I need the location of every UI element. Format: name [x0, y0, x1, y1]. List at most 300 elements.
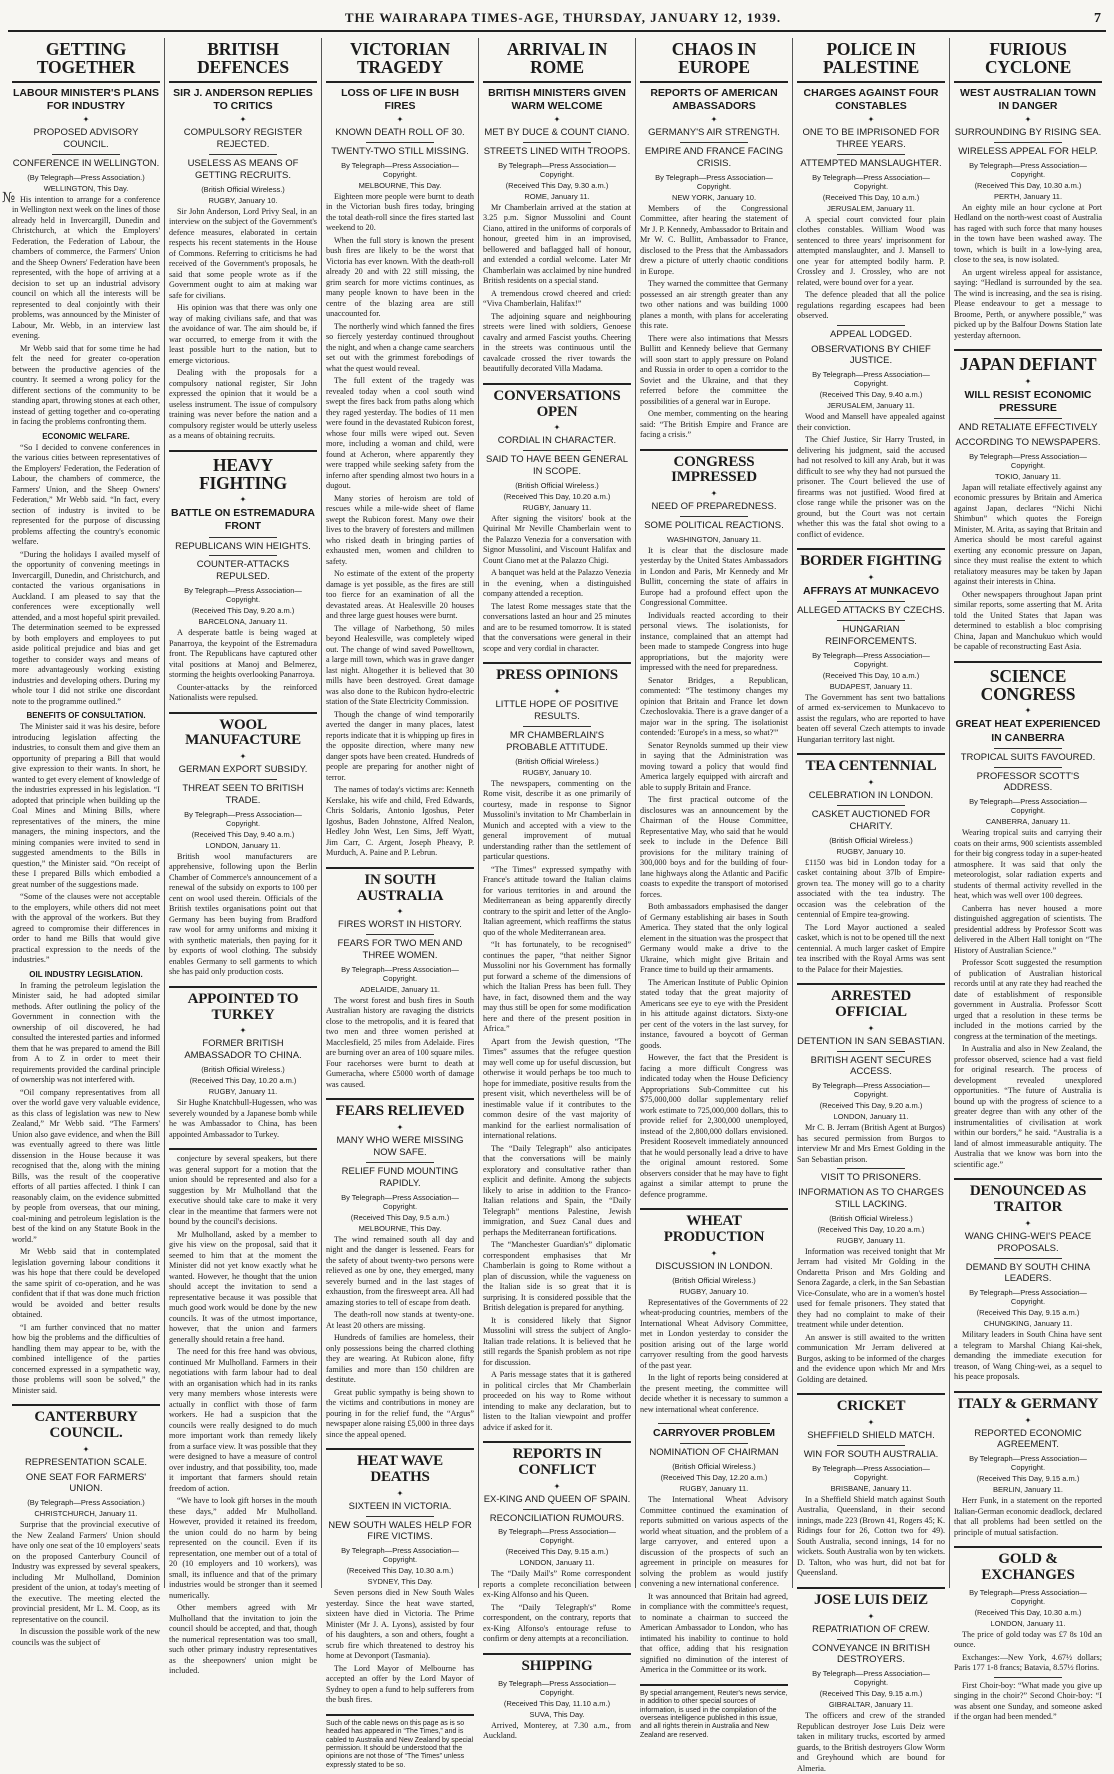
dagger-ornament: ✦	[82, 1444, 90, 1454]
divider	[994, 1258, 1062, 1259]
paragraph: After signing the visitors' book at the Quirinal Mr Neville Chamberlain went to the Palazzo Venezia for a conversation with Signor Mussolini, and Viscount Halifax and Count Ciano met at the Palazzo Chigi.	[483, 513, 631, 565]
credit-line: By Telegraph—Press Association—Copyright.	[341, 160, 459, 179]
paragraph: Arrived, Monterey, at 7.30 a.m., from Auckland.	[483, 1720, 631, 1741]
paragraph: Other members agreed with Mr Mulholland that the invitation to join the council should be accepted, and that, though the numerical representation was too small, such other primary industry representatives as the sheepowners' union might be included.	[169, 1603, 317, 1675]
story-conversations-open	[483, 389, 631, 655]
deck: GREAT HEAT EXPERIENCED IN CANBERRA	[955, 718, 1101, 744]
paragraph: The “Daily Telegraph's” Rome correspondent, on the contrary, reports that ex-King Alfonso's entourage refuse to confirm or deny attempts at a reconciliation.	[483, 1602, 631, 1644]
dateline: CANBERRA, January 11.	[985, 817, 1071, 827]
received-line: (Received This Day, 9.5 a.m.)	[350, 1212, 450, 1222]
deck: CARRYOVER PROBLEM	[652, 1427, 776, 1440]
deck: WILL RESIST ECONOMIC PRESSURE	[964, 388, 1092, 414]
dagger-ornament: ✦	[867, 1023, 875, 1033]
deck: APPEAL LODGED.	[829, 328, 912, 340]
headline: SHIPPING	[521, 1657, 593, 1674]
deck: NOMINATION OF CHAIRMAN	[649, 1447, 779, 1459]
deck: WIN FOR SOUTH AUSTRALIA.	[803, 1449, 939, 1460]
paragraph: His opinion was that there was only one way of making civilians safe, and that was the avoidance of war. The aim should be, if war occurred, to emerge from it with the least possible hurt to the nation, but to emerge victorious.	[169, 303, 317, 365]
paragraph: There were also intimations that Messrs Bullitt and Kennedy believe that Germany will soon start to apply pressure on Poland and Russia in order to open a corridor to the Soviet and the Ukraine, and that they referred before the committee the possibilities of a general war in Europe.	[640, 333, 788, 406]
credit-line: By Telegraph—Press Association—Copyright.	[969, 797, 1087, 816]
deck: EMPIRE AND FRANCE FACING CRISIS.	[644, 145, 784, 169]
paragraph: Senator Reynolds summed up their view in saying that the Administration was moving toward a policy that would find America largely equipped with aircraft and able to supply Britain and France.	[640, 740, 788, 792]
dateline: LONDON, January 11.	[990, 1618, 1066, 1628]
divider	[640, 449, 788, 451]
deck: CONVEYANCE IN BRITISH DESTROYERS.	[811, 1642, 931, 1666]
dateline: WASHINGTON, January 11.	[666, 534, 762, 544]
dagger-ornament: ✦	[239, 752, 247, 762]
dagger-ornament: ✦	[396, 907, 404, 917]
credit-line: (British Official Wireless.)	[515, 480, 599, 490]
paragraph: Military leaders in South China have sent a telegram to Marshal Chiang Kai-shek, demanding the immediate execution for treason, of Wang Ching-wei, as a sequel to his peace proposals.	[954, 1330, 1102, 1382]
credit-line: By Telegraph—Press Association—Copyright.	[969, 1587, 1087, 1606]
masthead	[8, 6, 1106, 32]
deck: HUNGARIAN REINFORCEMENTS.	[825, 624, 917, 647]
dateline: LONDON, January 11.	[833, 1112, 909, 1122]
paragraph: His intention to arrange for a conference in Wellington next week on the lines of those already held in Invercargill, Dunedin and Christchurch, at which the Employers' Federation, the Federation of Labour, the chambers of commerce, the Farmers' Union and the Sheep Owners' Federation have been represented, with the hope of arriving at a decision to set up an industrial advisory council on which all the interests will be represented to deal conjointly with their problems, was announced by the Minister of Labour, Mr. Webb, in an interview last evening.	[12, 194, 160, 341]
paragraph: The American Institute of Public Opinion stated today that the great majority of Americans see eye to eye with the President in his attitude against dictators. Sixty-one per cent of the voters in the last survey, for instance, favoured a boycott of German goods.	[640, 977, 788, 1050]
columns	[8, 38, 1106, 1773]
divider	[52, 154, 120, 155]
story-victorian-tragedy	[326, 40, 474, 859]
received-line: (Received This Day, 11.10 a.m.)	[503, 1698, 611, 1708]
dateline: BERLIN, January 11.	[993, 1485, 1063, 1495]
paragraph: An urgent wireless appeal for assistance, saying: “Hedland is surrounded by the sea. The wind is increasing, and the sea is rising. Please endeavour to get a message to Broome, Perth, or anywhere possible,” was picked up by the Balfour Downs Station late yesterday afternoon.	[954, 267, 1102, 340]
story-heavy-fighting	[169, 456, 317, 704]
divider	[483, 1441, 631, 1443]
dateline: LONDON, January 11.	[205, 840, 281, 850]
paragraph: In discussion the possible work of the new councils was the subject of	[12, 1627, 160, 1647]
divider	[523, 142, 591, 143]
paragraph: Sir John Anderson, Lord Privy Seal, in an interview on the subject of the Government's defence measures, elaborated in certain respects his recent statements in the House of Commons. Referring to criticisms he had received of the Government's proposals, he said that some people wrote as if the Government ought to aim at making war safe for civilians.	[169, 206, 317, 300]
divider	[954, 1391, 1102, 1393]
divider	[954, 1178, 1102, 1180]
paragraph: No estimate of the extent of the property damage is yet possible, as the fires are still too fierce for an examination of all the devastated areas. At Healesville 20 houses and three large guest houses were burnt.	[326, 569, 474, 621]
divider	[954, 81, 1102, 83]
headline: HEAT WAVE DEATHS	[357, 1453, 443, 1485]
divider	[326, 1098, 474, 1100]
divider	[523, 1509, 591, 1510]
paragraph: The latest Rome messages state that the conversations lasted an hour and 25 minutes and are to be resumed tomorrow. It is stated that the conversations were general in their scope and very cordial in character.	[483, 601, 631, 653]
received-line: (Received This Day, 10.30 a.m.)	[974, 1607, 1082, 1617]
headline: WHEAT PRODUCTION	[663, 1213, 765, 1246]
deck: BATTLE ON ESTREMADURA FRONT	[171, 507, 315, 533]
divider	[483, 81, 631, 83]
column-7	[950, 38, 1106, 1722]
paragraph: The “Manchester Guardian's” diplomatic correspondent emphasises that Mr Chamberlain is going to Rome without a plan of discussion, while the vagueness on the Italian side is so great that it is surprising. It is considered possible that the British delegation is prepared for anything.	[483, 1240, 631, 1313]
paragraph: The worst forest and bush fires in South Australian history are ravaging the districts close to the metropolis, and it is feared that two men and three women perished at Macclesfield, 25 miles from Adelaide. Fires are burning over an area of 100 square miles. Four racehorses were burnt to death at Gumeracha, where £5000 worth of damage was caused.	[326, 995, 474, 1089]
deck: ATTEMPTED MANSLAUGHTER.	[800, 157, 942, 169]
paragraph: The village of Narbethong, 50 miles beyond Healesville, was completely wiped out. The change of wind saved Powelltown, a large mill town, which was in grave danger last night. Altogether it is believed that 30 mills have been destroyed. Great damage was also done to the Rubicon hydro-electric station of the State Electricity Commission.	[326, 623, 474, 707]
divider	[366, 142, 434, 143]
deck: ACCORDING TO NEWSPAPERS.	[955, 436, 1101, 448]
dateline: RUGBY, January 11.	[522, 502, 592, 512]
reuters-note: By special arrangement, Reuter's news service, in addition to other special sources of information, is used in the compilation of the overseas intelligence published in this issue, and all rights therein in Australia and New Zealand are reserved.	[640, 1689, 788, 1739]
deck: BRITISH AGENT SECURES ACCESS.	[810, 1054, 932, 1078]
dateline: JERUSALEM, January 11.	[827, 203, 915, 213]
column-2	[165, 38, 322, 1675]
received-line: (Received This Day, 10.20 a.m.)	[817, 1224, 925, 1234]
divider	[658, 1423, 770, 1424]
dagger-ornament: ✦	[710, 489, 718, 499]
paragraph: Eighteen more people were burnt to death in the Victorian bush fires today, bringing the total death-roll since the fires started last weekend to 20.	[326, 191, 474, 233]
dagger-ornament: ✦	[867, 778, 875, 787]
headline: ARRIVAL IN ROME	[506, 39, 608, 78]
received-line: (Received This Day, 10.20 a.m.)	[189, 1076, 297, 1085]
story-congress-impressed	[640, 455, 788, 1201]
received-line: (Received This Day, 9.20 a.m.)	[819, 1101, 923, 1111]
credit-line: (By Telegraph—Press Association.)	[27, 172, 145, 182]
credit-line: (British Official Wireless.)	[829, 1213, 913, 1223]
paragraph: An eighty mile an hour cyclone at Port Hedland on the north-west coast of Australia has raged with such force that many houses in the town have been washed away. The town, which is built in a low-lying area, close to the sea, is now isolated.	[954, 202, 1102, 265]
dagger-ornament: ✦	[239, 495, 247, 505]
headline: PRESS OPINIONS	[496, 667, 618, 684]
paragraph: The officers and crew of the stranded Republican destroyer Jose Luis Deiz were taken in military trucks, escorted by armed guards, to the British destroyers Glow Worm and Greyhound which are bound for Almeria.	[797, 1711, 945, 1773]
dateline: NEW YORK, January 10.	[671, 192, 757, 202]
credit-line: By Telegraph—Press Association—Copyright.	[184, 586, 302, 605]
headline: HEAVY FIGHTING	[199, 454, 287, 493]
paragraph: “During the holidays I availed myself of the opportunity of convening meetings in Invercargill, Dunedin, and Christchurch, and contacted the various organisations in Auckland. I am pleased to say that the conferences were exceptionally well attended, and a most hopeful spirit prevailed. The determination seemed to be expressed by both employers and employees to put aside political prejudice and bias and get together to consider ways and means of more advantageously working existing industries and developing others. During my whole tour I did not strike one discordant note to the programme outlined.”	[12, 549, 160, 706]
received-line: (Received This Day, 9.20 a.m.)	[191, 606, 295, 616]
headline: GETTING TOGETHER	[36, 39, 136, 78]
deck: FIRES WORST IN HISTORY.	[338, 919, 462, 931]
credit-line: By Telegraph—Press Association—Copyright.	[341, 1546, 459, 1565]
story-wheat-production	[640, 1214, 788, 1415]
divider	[680, 1443, 748, 1444]
deck: RECONCILIATION RUMOURS.	[489, 1512, 625, 1524]
received-line: (Received This Day, 9.15 a.m.)	[976, 1308, 1080, 1318]
paragraph: Mr C. B. Jerram (British Agent at Burgos) has secured permission from Burgos to interview Mr and Mrs Ernest Golding in the San Sebastian prison.	[797, 1123, 945, 1164]
story-canterbury-continued	[169, 1154, 317, 1677]
credit-line: (British Official Wireless.)	[829, 835, 913, 845]
divider	[837, 1051, 905, 1052]
paragraph: Counter-attacks by the reinforced Nationalists were repulsed.	[169, 682, 317, 703]
divider	[523, 726, 591, 727]
divider	[209, 537, 277, 538]
dagger-ornament: ✦	[867, 1611, 875, 1621]
divider	[837, 154, 905, 155]
paragraph: Herr Funk, in a statement on the reported Italian-German economic deadlock, declared that all problems had been settled on the principle of mutual satisfaction.	[954, 1496, 1102, 1537]
story-in-south-australia	[326, 873, 474, 1091]
deck: BRITISH MINISTERS GIVEN WARM WELCOME	[488, 86, 626, 112]
divider	[169, 712, 317, 714]
headline: JAPAN DEFIANT	[959, 354, 1097, 375]
divider	[797, 81, 945, 83]
dateline: GIBRALTAR, January 11.	[828, 1700, 914, 1710]
paragraph: A desperate battle is being waged at Panarroya, the keypoint of the Estremadura front. The Republicans have captured other vital positions at Manoj and Belmerez, storming the heights overlooking Panarroya.	[169, 628, 317, 680]
deck: REPORTS OF AMERICAN AMBASSADORS	[650, 86, 778, 112]
story-denounced-as-traitor	[954, 1184, 1102, 1383]
headline: CRICKET	[836, 1398, 906, 1415]
received-line: (Received This Day, 10.30 a.m.)	[346, 1566, 454, 1576]
story-wool-manufacture	[169, 718, 317, 978]
story-reports-in-conflict	[483, 1447, 631, 1645]
deck: COUNTER-ATTACKS REPULSED.	[196, 559, 290, 583]
divider	[837, 805, 905, 806]
deck: ONE TO BE IMPRISONED FOR THREE YEARS.	[802, 127, 940, 150]
divider	[954, 661, 1102, 663]
received-line: (Received This Day, 10.30 a.m.)	[974, 180, 1082, 190]
story-jose-luis-deiz	[797, 1593, 945, 1774]
headline: JOSE LUIS DEIZ	[814, 1591, 928, 1608]
dateline: RUGBY, January 11.	[208, 1087, 278, 1096]
deck: SIR J. ANDERSON REPLIES TO CRITICS	[173, 86, 313, 112]
paragraph: The “Daily Telegraph” also anticipates that the conversations will be mainly exploratory and consultative rather than explicit and definite. Among the subjects likely to arise in addition to the Franco-Italian relations and Spain, the “Daily Telegraph” mentions Palestine, Jewish immigration, and Suez Canal dues and perhaps the Mediterranean fortifications.	[483, 1143, 631, 1237]
paragraph: Apart from the Jewish question, “The Times” assumes that the refugee question may well come up for useful discussion, but otherwise it would perhaps be too much to hope for immediate, positive results from the present visit, which nevertheless will be of inestimable value if it contributes to the common desire of the vast majority of mankind for the earliest normalisation of international relations.	[483, 1036, 631, 1141]
deck: CASKET AUCTIONED FOR CHARITY.	[811, 808, 931, 832]
paragraph: “Some of the clauses were not acceptable to the employers, while others did not meet with the approval of the workers. But they agreed to compromise their differences in order to hand me Bills that would give practical expression to the needs of the industries.”	[12, 892, 160, 965]
deck: WEST AUSTRALIAN TOWN IN DANGER	[960, 86, 1096, 112]
paragraph: In the light of reports being considered at the present meeting, the committee will decide whether it is necessary to summon a new international wheat conference.	[640, 1373, 788, 1414]
dateline: BUDAPEST, January 11.	[829, 681, 913, 691]
received-line: (Received This Day, 9.40 a.m.)	[819, 390, 923, 400]
dagger-ornament: ✦	[1024, 1415, 1032, 1425]
credit-line: By Telegraph—Press Association—Copyright.	[812, 1669, 930, 1688]
deck: CELEBRATION IN LONDON.	[808, 790, 934, 801]
paragraph: They warned the committee that Germany possessed an air strength greater than any two other nations and was building 1000 planes a month, with plans for accelerating this rate.	[640, 279, 788, 331]
credit-line: By Telegraph—Press Association—Copyright.	[969, 1454, 1087, 1473]
paragraph: One member, commenting on the hearing said: “The British Empire and France are facing a crisis.”	[640, 409, 788, 440]
dagger-ornament: ✦	[239, 1026, 247, 1036]
deck: KNOWN DEATH ROLL OF 30.	[335, 127, 465, 138]
paragraph: The death-roll now stands at twenty-one. At least 20 others are missing.	[326, 1310, 474, 1330]
column-3	[322, 38, 479, 1769]
dateline: RUGBY, January 10.	[679, 1286, 749, 1296]
headline: CONVERSATIONS OPEN	[493, 387, 621, 420]
divider	[994, 748, 1062, 749]
dateline: ADELAIDE, January 11.	[360, 984, 440, 994]
dateline: TOKIO, January 11.	[994, 471, 1061, 481]
headline: SCIENCE CONGRESS	[980, 665, 1076, 704]
divider	[837, 601, 905, 602]
dateline: RUGBY, January 10.	[836, 846, 906, 856]
divider	[640, 1208, 788, 1210]
paragraph: The “Daily Mail's” Rome correspondent reports a complete reconciliation between ex-King Alfonso and his Queen.	[483, 1569, 631, 1600]
dateline: SUVA, This Day.	[529, 1709, 585, 1719]
dateline: BRISBANE, January 11.	[830, 1483, 912, 1493]
divider	[483, 383, 631, 385]
divider	[837, 1168, 905, 1169]
divider	[797, 548, 945, 550]
deck: CHARGES AGAINST FOUR CONSTABLES	[803, 86, 939, 112]
dagger-ornament: ✦	[1024, 376, 1032, 386]
paragraph: Mr Mulholland, asked by a member to give his view on the proposal, said that it seemed to him that at the moment the Minister did not yet know exactly what he wanted. However, he thought that the union should accept the invitation to send a representative because it was possible that much good work would be done by the new councils. It was of the utmost importance, however, that the union and farmers generally should retain a free hand.	[169, 1229, 317, 1344]
paragraph: Exchanges:—New York, 4.67½ dollars; Paris 177 1-8 francs; Batavia, 8.57½ florins.	[954, 1652, 1102, 1673]
story-shipping	[483, 1659, 631, 1742]
dateline: LONDON, January 11.	[519, 1558, 595, 1568]
paragraph: The wind remained south all day and night and the danger is lessened. Fears for the safety of about twenty-two persons were relieved as one by one, they emerged, many severely burned and in the last stages of exhaustion, from the firesweept area. All had amazing stories to tell of escape from death.	[326, 1234, 474, 1307]
paragraph: Representatives of the Governments of 22 wheat-producing countries, members of the International Wheat Advisory Committee, met in London yesterday to consider the position arising out of the large world carryover resulting from the good harvests of the past year.	[640, 1297, 788, 1370]
times-copyright-note: Such of the cable news on this page as is so headed has appeared in “The Times,” and is cabled to Australia and New Zealand by special permission. It should be understood that the opinions are not those of “The Times” unless expressly stated to be so.	[326, 1719, 474, 1769]
divider	[366, 1516, 434, 1517]
divider	[209, 779, 277, 780]
deck: LOSS OF LIFE IN BUSH FIRES	[341, 86, 459, 112]
column-6	[793, 38, 950, 1773]
deck: DETENTION IN SAN SEBASTIAN.	[797, 1035, 945, 1047]
credit-line: (By Telegraph—Press Association.)	[27, 1498, 145, 1508]
dagger-ornament: ✦	[396, 1488, 404, 1498]
paragraph: Senator Bridges, a Republican, commented: “The testimony changes my opinion that Britain and France let down Czechoslovakia. There is a grave danger of a major war in the spring. The isolationist contended: 'Europe's in a mess, so what?'”	[640, 675, 788, 738]
divider	[837, 620, 905, 621]
story-tea-centennial	[797, 759, 945, 975]
paragraph: conjecture by several speakers, but there was general support for a motion that the union should be represented and also for a suggestion by Mr Mulholland that the executive should take care to make it very clear in the meantime that farmers were not bound by the council's decisions.	[169, 1154, 317, 1226]
divider	[12, 81, 160, 83]
credit-line: (British Official Wireless.)	[201, 1065, 285, 1074]
deck: ONE SEAT FOR FARMERS' UNION.	[25, 1471, 147, 1495]
paragraph: In Australia and also in New Zealand, the professor observed, science had a vast field for original research. The process of development revealed unexplored opportunities. “The future of Australia is bound up with the progress of science to a greater degree than with any other of the instrumentalities of civilisation at work within our borders,” he said. “Australia is a land of almost immeasurable antiquity. The Australia that we know was born into the scientific age.”	[954, 1044, 1102, 1169]
paragraph: Hundreds of families are homeless, their only possessions being the charred clothing they are wearing. At Rubicon alone, fifty families and more than 150 children are destitute.	[326, 1333, 474, 1385]
deck: PROPOSED ADVISORY COUNCIL.	[33, 127, 139, 150]
dagger-ornament: ✦	[1024, 1218, 1032, 1228]
deck: DISCUSSION IN LONDON.	[655, 1260, 773, 1272]
story-italy-germany	[954, 1397, 1102, 1539]
deck: SURROUNDING BY RISING SEA.	[954, 127, 1102, 138]
divider	[837, 1639, 905, 1640]
dagger-ornament: ✦	[710, 1248, 718, 1258]
paragraph: The need for this free hand was obvious, continued Mr Mulholland. Farmers in their negotiations with farm labour had to deal with an organisation which had in its ranks very many members whose interests were actually in conflict with those of farm workers. He had a suspicion that the councils were really designed to do much more important work than remedy likely from a surface view. It was possible that they were designed to have a measure of control over industry, and that possibility, too, made it important that farmers should retain freedom of action.	[169, 1347, 317, 1493]
story-cricket	[797, 1399, 945, 1579]
credit-line: (British Official Wireless.)	[672, 1275, 756, 1285]
paragraph: It is clear that the disclosure made yesterday by the United States Ambassadors in London and Paris, Mr Kennedy and Mr Bullitt, concerning the state of affairs in Europe had a profound effect upon the Congressional Committee.	[640, 545, 788, 608]
paragraph: A Paris message states that it is gathered in political circles that Mr Chamberlain proceeded on his way to Rome without intending to make any declaration, but to listen to the Italian viewpoint and proffer advice if asked for it.	[483, 1370, 631, 1432]
deck: OBSERVATIONS BY CHIEF JUSTICE.	[811, 343, 931, 367]
story-chaos-in-europe	[640, 40, 788, 441]
paragraph: “Oil company representatives from all over the world gave very valuable evidence, as this class of legislation was new to New Zealand,” Mr Webb said. “The Farmers' Union also gave evidence, and when the Bill was eventually agreed to there was little dissension in the House because it was recognised that the, along with the mining Bills, was the result of the cooperative efforts of all parties affected. I think I can reasonably claim, on the evidence submitted by people from overseas, that our mining, coal-mining and petroleum legislation is the best of the kind on any Statute Book in the world.”	[12, 1087, 160, 1244]
paragraph: In a Sheffield Shield match against South Australia, Queensland, in their second innings, made 223 (Brown 41, Rogers 45; K. Ridings four for 26, Cotton two for 49). South Australia, second innings, 14 for no wickets. South Australia won by ten wickets. D. Talton, who was hurt, did not bat for Queensland.	[797, 1494, 945, 1578]
paragraph: “The Times” expressed sympathy with France's attitude toward the Italian claims for various territories in and around the Mediterranean as being apparently directly contrary to the spirit and letter of the Anglo-Italian agreement, which reaffirms the status quo of the whole Mediterranean area.	[483, 864, 631, 937]
column-5	[636, 38, 793, 1739]
headline: VICTORIAN TRAGEDY	[350, 39, 450, 78]
headline: APPOINTED TO TURKEY	[187, 990, 299, 1023]
headline: BORDER FIGHTING	[800, 553, 942, 570]
credit-line: By Telegraph—Press Association—Copyright.	[969, 451, 1087, 470]
deck: REPORTED ECONOMIC AGREEMENT.	[974, 1427, 1082, 1451]
credit-line: (British Official Wireless.)	[672, 1462, 756, 1472]
paragraph: The price of gold today was £7 8s 10d an ounce.	[954, 1629, 1102, 1650]
paragraph: It is considered likely that Signor Mussolini will stress the subject of Anglo-Italian trade relations. It is believed that he still regards the Spanish problem as not ripe for discussion.	[483, 1315, 631, 1367]
credit-line: By Telegraph—Press Association—Copyright.	[812, 370, 930, 389]
divider	[169, 81, 317, 83]
paragraph: Seven persons died in New South Wales yesterday. Since the heat wave started, sixteen have died in Victoria. The Prime Minister (Mr J. A. Lyons), assisted by four of his daughters, a son and others, fought a scrub fire which threatened to destroy his home at Devonport (Tasmania).	[326, 1588, 474, 1661]
paragraph: Surprise that the provincial executive of the New Zealand Farmers' Union should have only one seat of the 10 employers' seats on the proposed Canterbury Council of Industry was expressed by several speakers, including Mr Mulholland, Dominion president of the union, at today's meeting of the executive. The meeting elected the provincial president, Mr L. M. Coop, as its representative on the council.	[12, 1520, 160, 1624]
deck: REPATRIATION OF CREW.	[812, 1623, 930, 1635]
deck: WANG CHING-WEI'S PEACE PROPOSALS.	[964, 1230, 1092, 1254]
dateline: JERUSALEM, January 11.	[827, 401, 915, 411]
deck: CONFERENCE IN WELLINGTON.	[12, 157, 160, 169]
paragraph: In framing the petroleum legislation the Minister said, he had adopted similar methods. After outlining the policy of the Government in connection with the ownership of oil discovered, he had consulted the interested parties and informed them that he was prepared to amend the Bill from A to Z in order to meet their requirements provided the cardinal principle of ownership was not interfered with.	[12, 980, 160, 1085]
deck: SHEFFIELD SHIELD MATCH.	[807, 1430, 935, 1442]
received-line: (Received This Day, 10.20 a.m.)	[503, 491, 611, 501]
deck: NEED OF PREPAREDNESS.	[651, 501, 777, 513]
received-line: (Received This Day, 10 a.m.)	[822, 192, 920, 202]
deck: AFFRAYS AT MUNKACEVO	[802, 585, 940, 597]
paragraph: The Chief Justice, Sir Harry Trusted, in delivering his judgment, said the accused had not resolved to kill any Arab, but it was difficult to see why they had not pursued the prisoner. The Court believed the use of firearms was not justified. Wood fired at close range while the prisoner was on the ground, but the Court was not certain whether this was the fatal shot owing to a conflict of evidence.	[797, 435, 945, 539]
paragraph: “It has fortunately, to be recognised” continues the paper, “that neither Signor Mussolini nor his Government has formally put forward a scheme of the dimensions of which the Italian Press has been full. They have, in fact, disowned them and the way may thus still be open for some modification here and there of the present position in Africa.”	[483, 940, 631, 1034]
dagger-ornament: ✦	[396, 1123, 404, 1133]
dagger-ornament: ✦	[396, 115, 404, 124]
paragraph: The defence pleaded that all the police regulations regarding escapees had been observed.	[797, 290, 945, 321]
deck: TROPICAL SUITS FAVOURED.	[960, 751, 1096, 763]
story-getting-together	[12, 40, 160, 1396]
margin-pencil-mark: №	[2, 190, 16, 206]
paragraph: The names of today's victims are: Kenneth Kerslake, his wife and child, Fred Edwards, Chris Soldaris, Antonio Igoshus, Peter Igoshus, Baden Johnstone, Alfred Nealon, Hedley John West, Len Sims, Jeff Wyatt, Jim Carr, C. Argent, Joseph Pheavy, P. Murduch, A. Paine and P. Lebrun.	[326, 785, 474, 858]
paragraph: The northerly wind which fanned the fires so fiercely yesterday continued throughout the night, and when a change came searchers set out with the grimmest forebodings of what the quest would reveal.	[326, 321, 474, 373]
paragraph: Wearing tropical suits and carrying their coats on their arms, 900 scientists assembled for their big congress today in a super-heated atmosphere. It was said that only the meteorologist, solar radiation experts and students of thermal activity revelled in the heat, which was well over 100 degrees.	[954, 828, 1102, 901]
paragraph: It was announced that Britain had agreed, in compliance with the committee's request, to nominate a chairman to succeed the American Ambassador to London, who has intimated his inability to continue to hold that office, adding that his resignation signified no diminution of the interest of America in the Committee or its work.	[640, 1591, 788, 1675]
story-police-in-palestine	[797, 40, 945, 540]
headline: FURIOUS CYCLONE	[984, 39, 1072, 78]
deck: PROFESSOR SCOTT'S ADDRESS.	[976, 770, 1080, 794]
credit-line: By Telegraph—Press Association—Copyright.	[812, 172, 930, 191]
subheading: BENEFITS OF CONSULTATION.	[26, 711, 146, 721]
dagger-ornament: ✦	[553, 115, 561, 124]
paragraph: The adjoining square and neighbouring streets were lined with soldiers, Genoese cavalry and armed Fascist youths. Cheering in the streets was continuous until the cavalcade crossed the river towards the beautifully decorated Villa Madama.	[483, 311, 631, 374]
subheading: ECONOMIC WELFARE.	[42, 431, 130, 441]
credit-line: By Telegraph—Press Association—Copyright.	[498, 1678, 616, 1697]
dateline: MELBOURNE, This Day.	[358, 180, 442, 190]
story-appointed-to-turkey	[169, 992, 317, 1140]
divider	[797, 753, 945, 755]
paragraph: Both ambassadors emphasised the danger of Germany establishing air bases in South America. They stated that the only logical element in the situation was the prospect that Germany would make a drive to the Ukraine, which might give Britain and France time to build up their armaments.	[640, 902, 788, 975]
received-line: (Received This Day, 9.15 a.m.)	[505, 1547, 609, 1557]
deck: MR CHAMBERLAIN'S PROBABLE ATTITUDE.	[506, 729, 608, 753]
deck: TWENTY-TWO STILL MISSING.	[331, 145, 469, 157]
credit-line: By Telegraph—Press Association—Copyright.	[341, 964, 459, 983]
divider	[523, 450, 591, 451]
paragraph: A banquet was held at the Palazzo Venezia in the evening, when a distinguished company attended a reception.	[483, 568, 631, 599]
deck: LABOUR MINISTER'S PLANS FOR INDUSTRY	[12, 86, 159, 112]
dateline: RUGBY, January 10.	[208, 195, 278, 205]
deck: INFORMATION AS TO CHARGES STILL LACKING.	[798, 1187, 944, 1210]
divider	[366, 934, 434, 935]
story-gold-exchanges	[954, 1552, 1102, 1723]
divider	[326, 81, 474, 83]
divider	[483, 662, 631, 664]
deck: COMPULSORY REGISTER REJECTED.	[183, 127, 303, 150]
dagger-ornament: ✦	[553, 1481, 561, 1491]
divider	[326, 867, 474, 869]
deck: CORDIAL IN CHARACTER.	[497, 435, 617, 447]
headline: CONGRESS IMPRESSED	[671, 453, 757, 486]
story-fears-relieved	[326, 1104, 474, 1440]
deck: EX-KING AND QUEEN OF SPAIN.	[483, 1493, 631, 1505]
deck: STREETS LINED WITH TROOPS.	[483, 145, 631, 157]
credit-line: By Telegraph—Press Association—Copyright.	[969, 160, 1087, 179]
divider	[209, 555, 277, 556]
paragraph: Mr Webb said that for some time he had felt the need for greater co-operation between the productive agencies of the country. It seemed a wrong policy for the different sections of the community to be standing apart, throwing stones at each other, instead of getting together and co-operating in facing the problems confronting them.	[12, 343, 160, 427]
paragraph: £1150 was bid in London today for a casket containing about 37lb of Empire-grown tea. The money will go to a charity associated with the tea industry. The occasion was the celebration of the centennial of Empire tea-growing.	[797, 857, 945, 920]
headline: CHAOS IN EUROPE	[671, 39, 757, 78]
headline: TEA CENTENNIAL	[805, 758, 937, 775]
divider	[797, 983, 945, 985]
credit-line: By Telegraph—Press Association—Copyright.	[812, 650, 930, 669]
dateline: RUGBY, January 11.	[836, 1235, 906, 1245]
credit-line: By Telegraph—Press Association—Copyright.	[498, 1527, 616, 1546]
headline: REPORTS IN CONFLICT	[512, 1446, 602, 1478]
divider	[169, 986, 317, 988]
divider	[680, 516, 748, 517]
paragraph: The International Wheat Advisory Committee continued the examination of reports submitted on various aspects of the world wheat situation, and the problem of a large carryover, and entered upon a discussion of the prospects of such an agreement in principle on measures for solving the problem as would justify convening a new international conference.	[640, 1495, 788, 1589]
dateline: BARCELONA, January 11.	[198, 617, 288, 627]
deck: AND RETALIATE EFFECTIVELY	[958, 421, 1098, 433]
dagger-ornament: ✦	[867, 573, 875, 582]
dagger-ornament: ✦	[553, 423, 561, 433]
dagger-ornament: ✦	[1024, 706, 1032, 716]
divider	[994, 418, 1062, 419]
divider	[366, 1162, 434, 1163]
received-line: (Received This Day, 10 a.m.)	[822, 670, 920, 680]
deck: MANY WHO WERE MISSING NOW SAFE.	[336, 1135, 464, 1158]
divider	[994, 1677, 1062, 1678]
